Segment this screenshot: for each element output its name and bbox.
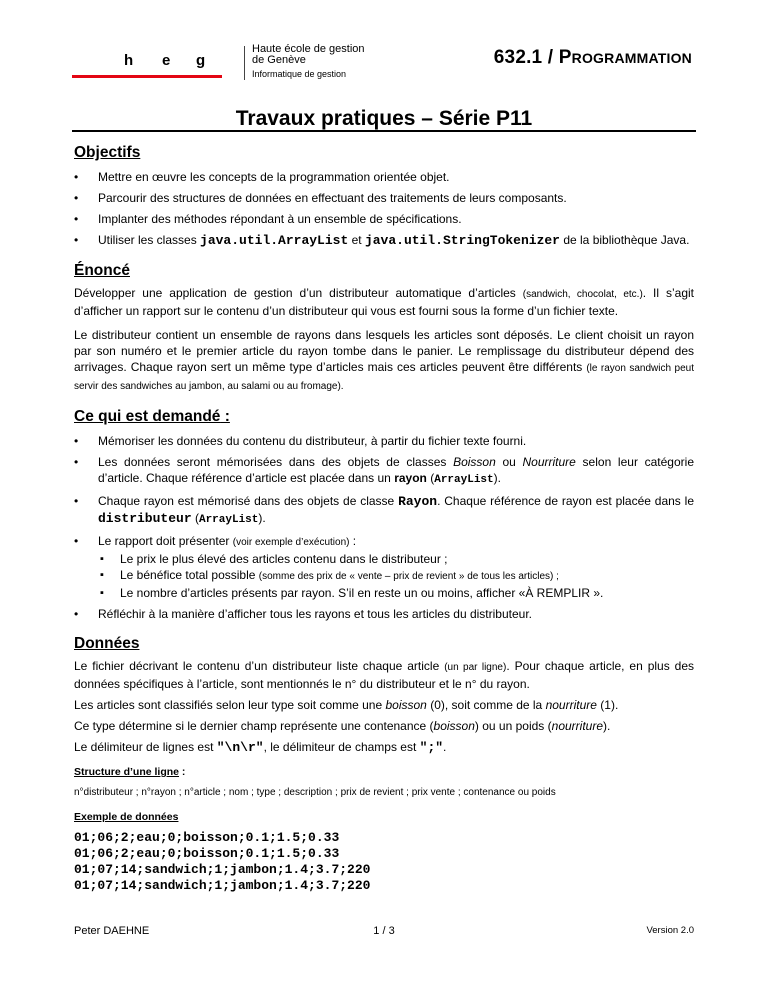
sublist-item: ▪ Le nombre d’articles présents par rayon. S’il en reste un ou moins, afficher «À REMPLIR ».	[98, 585, 694, 601]
donnees-paragraph-2: Les articles sont classifiés selon leur type soit comme une boisson (0), soit comme de la nourriture (1).	[74, 698, 619, 712]
heading-demande: Ce qui est demandé :	[74, 408, 230, 425]
list-item: • Réfléchir à la manière d’afficher tous les rayons et tous les articles du distributeur.	[74, 606, 694, 622]
list-item: • Le rapport doit présenter (voir exemple d’exécution) : ▪ Le prix le plus élevé des articles contenu dans le distributeur ; ▪ Le bénéfice total possible (somme des prix de « vente – prix de revient » de tous les articles) ; ▪ Le nombre d’articles présents par rayon. S’il en reste un ou moins, afficher «À REMPLIR ».	[74, 533, 694, 601]
course-title: 632.1 / PROGRAMMATION	[493, 47, 692, 68]
logo-letter-g: g	[196, 52, 206, 69]
school-name	[252, 44, 365, 80]
logo-separator	[244, 46, 245, 80]
title-rule	[72, 130, 696, 132]
list-item: • Mémoriser les données du contenu du distributeur, à partir du fichier texte fourni.	[74, 433, 694, 449]
rapport-sublist	[98, 551, 694, 601]
footer-author: Peter DAEHNE	[74, 925, 150, 937]
logo-letter-h: h	[124, 52, 134, 69]
example-code-block	[74, 830, 694, 894]
demande-list	[74, 433, 694, 622]
school-name-line1: Haute école de gestion	[252, 43, 365, 55]
code-line: 01;06;2;eau;0;boisson;0.1;1.5;0.33	[74, 830, 340, 845]
logo-letter-e: e	[162, 52, 171, 69]
structure-heading: Structure d’une ligne :	[74, 766, 186, 778]
heading-objectifs: Objectifs	[74, 144, 141, 161]
list-item: • Utiliser les classes java.util.ArrayList et java.util.StringTokenizer de la bibliothèque Java.	[74, 232, 694, 249]
sublist-item: ▪ Le prix le plus élevé des articles contenu dans le distributeur ;	[98, 551, 694, 567]
example-heading: Exemple de données	[74, 811, 179, 823]
list-item: • Chaque rayon est mémorisé dans des objets de classe Rayon. Chaque référence de rayon est placée dans le distributeur (ArrayList).	[74, 493, 694, 528]
enonce-paragraph-2: Le distributeur contient un ensemble de rayons dans lesquels les articles sont déposés. Le client choisit un rayon par son numéro et le premier article du rayon tombe dans le panier. Le remplissage du distributeur dépend des arrivages. Chaque rayon sert un même type d’articles mais ces articles peuvent être différents (le rayon sandwich peut servir des sandwiches au jambon, au salami ou au fromage).	[74, 328, 694, 392]
footer-page-number: 1 / 3	[373, 925, 395, 937]
list-item: • Parcourir des structures de données en effectuant des traitements de leurs composants.	[74, 190, 694, 206]
main-content	[74, 145, 694, 894]
logo-red-bar	[72, 75, 222, 78]
structure-line: n°distributeur ; n°rayon ; n°article ; nom ; type ; description ; prix de revient ; prix vente ; contenance ou poids	[74, 787, 556, 798]
code-line: 01;07;14;sandwich;1;jambon;1.4;3.7;220	[74, 878, 371, 893]
heading-donnees: Données	[74, 635, 140, 652]
enonce-paragraph-1: Développer une application de gestion d’un distributeur automatique d’articles (sandwich, chocolat, etc.). Il s’agit d’afficher un rapport sur le contenu d’un distributeur qui vous est fourni sous la forme d’un fichier texte.	[74, 286, 695, 318]
objectifs-list	[74, 169, 694, 249]
donnees-paragraph-1: Le fichier décrivant le contenu d’un distributeur liste chaque article (un par ligne). Pour chaque article, en plus des données spécifiques à l’article, sont mentionnés le n° du distributeur et le n° du rayon.	[74, 659, 695, 691]
list-item: • Mettre en œuvre les concepts de la programmation orientée objet.	[74, 169, 694, 185]
school-name-line3: Informatique de gestion	[252, 69, 347, 79]
code-line: 01;06;2;eau;0;boisson;0.1;1.5;0.33	[74, 846, 340, 861]
donnees-paragraph-3: Ce type détermine si le dernier champ représente une contenance (boisson) ou un poids (nourriture).	[74, 719, 611, 733]
sublist-item: ▪ Le bénéfice total possible (somme des prix de « vente – prix de revient » de tous les articles) ;	[98, 567, 694, 585]
code-line: 01;07;14;sandwich;1;jambon;1.4;3.7;220	[74, 862, 371, 877]
school-name-line2: de Genève	[252, 54, 306, 66]
footer-version: Version 2.0	[646, 925, 694, 936]
list-item: • Implanter des méthodes répondant à un ensemble de spécifications.	[74, 211, 694, 227]
list-item: • Les données seront mémorisées dans des objets de classes Boisson ou Nourriture selon leur catégorie d’article. Chaque référence d’article est placée dans un rayon (ArrayList).	[74, 454, 694, 488]
heg-logo	[72, 44, 382, 80]
heading-enonce: Énoncé	[74, 262, 130, 279]
donnees-paragraph-4: Le délimiteur de lignes est "\n\r", le délimiteur de champs est ";".	[74, 740, 447, 755]
page-title: Travaux pratiques – Série P11	[235, 107, 533, 130]
